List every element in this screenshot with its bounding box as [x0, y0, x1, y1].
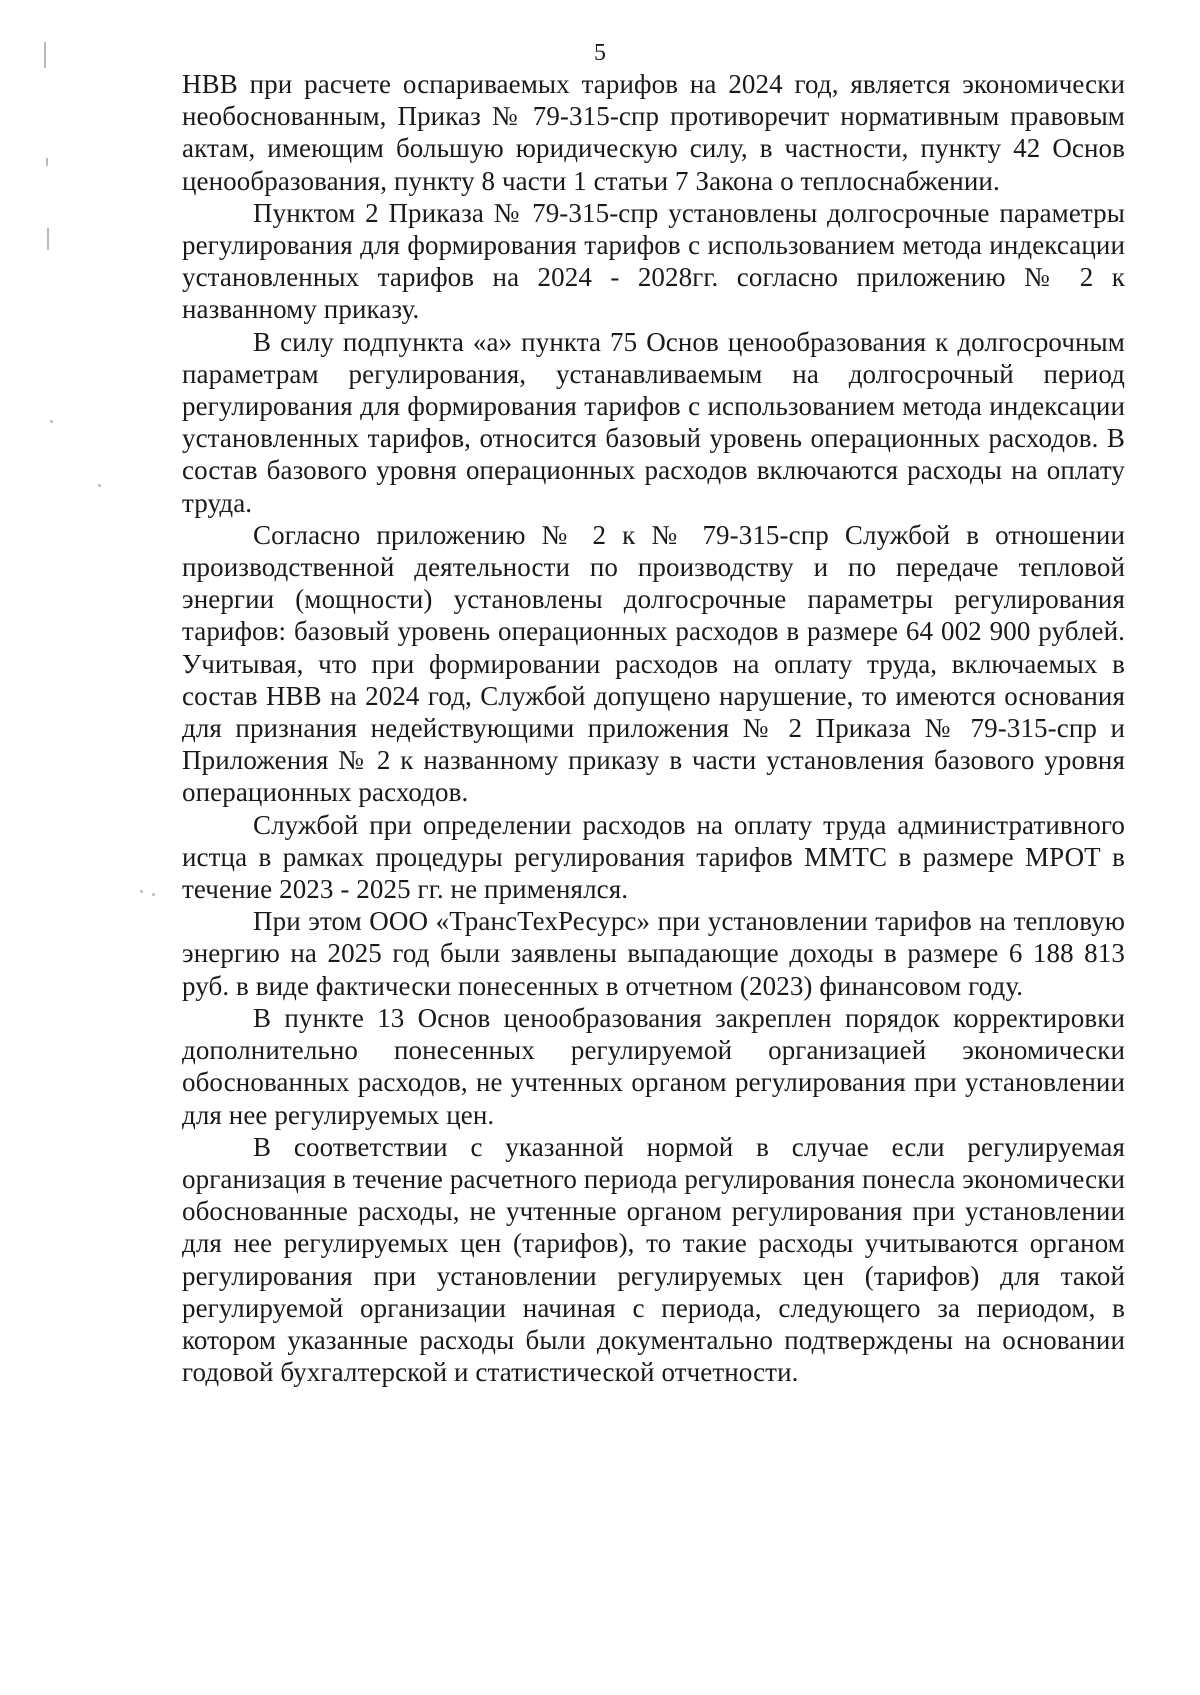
paragraph-base-operating-costs: В силу подпункта «а» пункта 75 Основ ценообразования к долгосрочным параметрам регулирования, устанавливаемым на долгосрочный период регулирования для формирования тарифов с использованием метода индексации установленных тарифов, относится базовый уровень операционных расходов. В состав базового уровня операционных расходов включаются расходы на оплату труда.	[182, 326, 1125, 518]
scan-speck	[98, 484, 101, 487]
paragraph-point-13: В пункте 13 Основ ценообразования закреплен порядок корректировки дополнительно понесенных регулируемой организацией экономически обоснованных расходов, не учтенных органом регулирования при установлении для нее регулируемых цен.	[182, 1002, 1125, 1130]
document-body	[182, 68, 1125, 1388]
paragraph-continuation: НВВ при расчете оспариваемых тарифов на 2024 год, является экономически необоснованным, Приказ № 79-315-спр противоречит нормативным правовым актам, имеющим большую юридическую силу, в частности, пункту 42 Основ ценообразования, пункту 8 части 1 статьи 7 Закона о теплоснабжении.	[182, 69, 1125, 196]
paragraph-long-term-parameters: Пунктом 2 Приказа № 79-315-спр установлены долгосрочные параметры регулирования для формирования тарифов с использованием метода индексации установленных тарифов на 2024 - 2028гг. согласно приложению № 2 к названному приказу.	[182, 197, 1125, 325]
scan-edge-mark	[47, 228, 49, 250]
paragraph-appendix-2: Согласно приложению № 2 к № 79-315-спр Службой в отношении производственной деятельности по производству и по передаче тепловой энергии (мощности) установлены долгосрочные параметры регулирования тарифов: базовый уровень операционных расходов в размере 64 002 900 рублей. Учитывая, что при формировании расходов на оплату труда, включаемых в состав НВВ на 2024 год, Службой допущено нарушение, то имеются основания для признания недействующими приложения № 2 Приказа № 79-315-спр и Приложения № 2 к названному приказу в части установления базового уровня операционных расходов.	[182, 519, 1125, 808]
paragraph-accordance: В соответствии с указанной нормой в случае если регулируемая организация в течение расчетного периода регулирования понесла экономически обоснованные расходы, не учтенные органом регулирования при установлении для нее регулируемых цен (тарифов), то такие расходы учитываются органом регулирования при установлении регулируемых цен (тарифов) для такой регулируемой организации начиная с периода, следующего за периодом, в котором указанные расходы были документально подтверждены на основании годовой бухгалтерской и статистической отчетности.	[182, 1131, 1125, 1388]
scan-speck	[50, 420, 53, 423]
paragraph-lost-income: При этом ООО «ТрансТехРесурс» при установлении тарифов на тепловую энергию на 2025 год были заявлены выпадающие доходы в размере 6 188 813 руб. в виде фактически понесенных в отчетном (2023) финансовом году.	[182, 906, 1125, 1001]
scan-speck	[140, 890, 143, 893]
page-number: 5	[594, 40, 606, 66]
scan-edge-mark	[46, 158, 48, 166]
paragraph-mrot: Службой при определении расходов на оплату труда административного истца в рамках процедуры регулирования тарифов ММТС в размере МРОТ в течение 2023 - 2025 гг. не применялся.	[182, 809, 1125, 905]
scan-speck	[152, 893, 155, 896]
